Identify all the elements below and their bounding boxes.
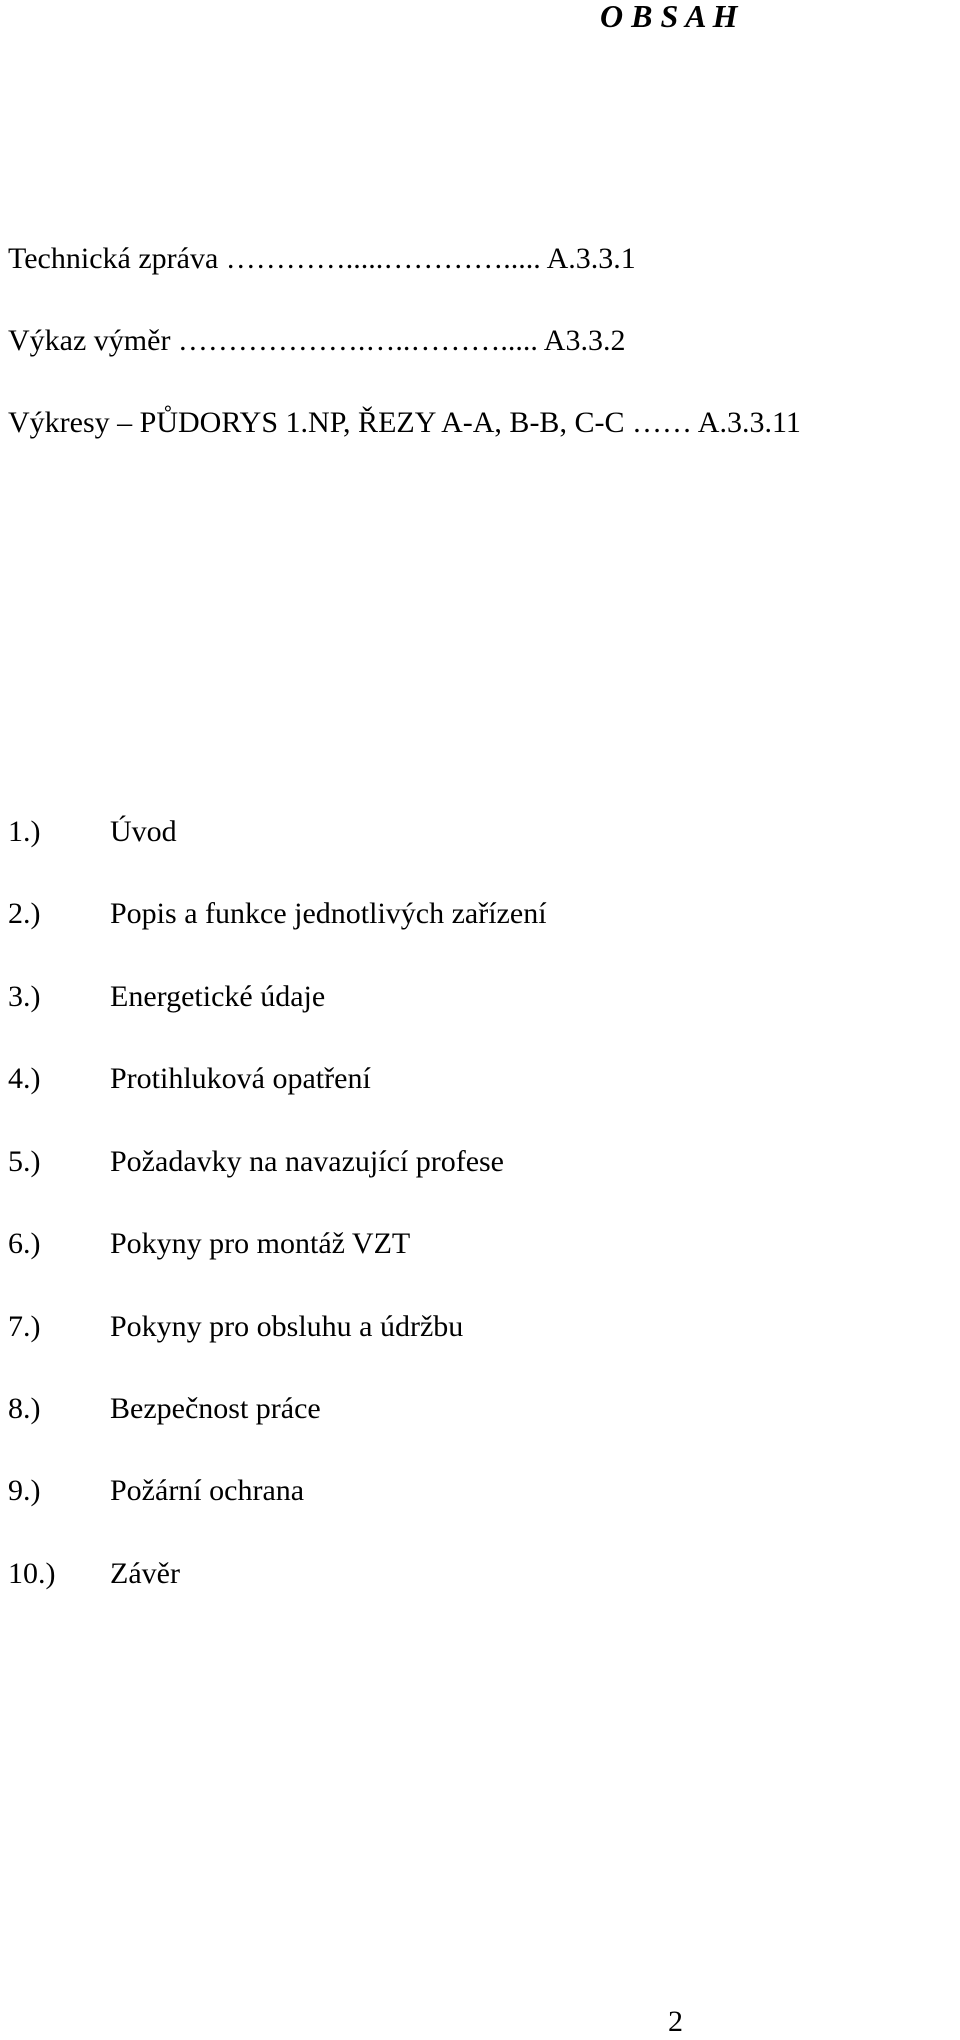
section-title: Bezpečnost práce (110, 1392, 321, 1425)
document-title: O B S A H (600, 0, 738, 34)
section-title: Závěr (110, 1557, 180, 1590)
section-title: Pokyny pro obsluhu a údržbu (110, 1310, 464, 1343)
section-item-9 (8, 1471, 808, 1511)
reference-technical-report: Technická zpráva ………….....…………..... A.3.3.1 (8, 242, 636, 275)
section-item-2 (8, 894, 808, 934)
section-number: 7.) (8, 1310, 41, 1343)
section-number: 8.) (8, 1392, 41, 1425)
section-number: 1.) (8, 815, 41, 848)
reference-drawings: Výkresy – PŮDORYS 1.NP, ŘEZY A-A, B-B, C-C …… A.3.3.11 (8, 406, 801, 439)
section-item-3 (8, 977, 808, 1017)
section-item-7 (8, 1307, 808, 1347)
page-number: 2 (668, 2005, 683, 2038)
section-number: 9.) (8, 1474, 41, 1507)
section-number: 5.) (8, 1145, 41, 1178)
section-number: 4.) (8, 1062, 41, 1095)
section-item-4 (8, 1059, 808, 1099)
section-title: Popis a funkce jednotlivých zařízení (110, 897, 547, 930)
section-number: 6.) (8, 1227, 41, 1260)
section-number: 2.) (8, 897, 41, 930)
reference-bill-of-quantities: Výkaz výměr ……………….…..………..... A3.3.2 (8, 324, 626, 357)
section-title: Požadavky na navazující profese (110, 1145, 504, 1178)
section-item-10 (8, 1554, 808, 1594)
section-title: Energetické údaje (110, 980, 326, 1013)
section-title: Pokyny pro montáž VZT (110, 1227, 411, 1260)
section-title: Úvod (110, 815, 177, 848)
section-item-5 (8, 1142, 808, 1182)
section-number: 10.) (8, 1557, 56, 1590)
section-item-8 (8, 1389, 808, 1429)
section-item-6 (8, 1224, 808, 1264)
section-item-1 (8, 812, 808, 852)
section-title: Požární ochrana (110, 1474, 305, 1507)
section-number: 3.) (8, 980, 41, 1013)
section-title: Protihluková opatření (110, 1062, 371, 1095)
